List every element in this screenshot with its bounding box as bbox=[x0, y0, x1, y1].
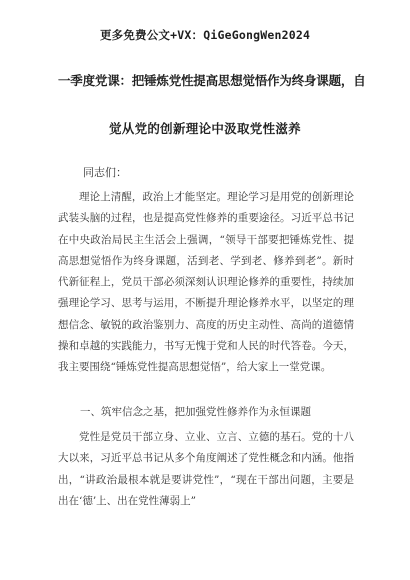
document-title-line-1: 一季度党课：把锤炼党性提高思想觉悟作为终身课题，自 bbox=[58, 73, 366, 88]
document-title-line-2: 觉从党的创新理论中汲取党性滋养 bbox=[108, 121, 301, 136]
section-heading-1: 一、筑牢信念之基，把加强党性修养作为永恒课题 bbox=[80, 406, 311, 418]
paragraph-intro: 理论上清醒，政治上才能坚定。理论学习是用党的创新理论武装头脑的过程，也是提高党性修养的重要途径。习近平总书记在中央政治局民主生活会上强调，“领导干部要把锤炼党性、提高思想觉悟作为终身课题，活到老、学到老、修养到老”。新时代新征程上，党员干部必须深刻认识理论修养的重要性，持续加强理论学习、思考与运用，不断提升理论修养水平，以坚定的理想信念、敏锐的政治鉴别力、高度的历史主动性、高尚的道德情操和卓越的实践能力，书写无愧于党和人民的时代答卷。今天，我主要围绕“锤炼党性提高思想觉悟”，给大家上一堂党课。 bbox=[58, 191, 354, 374]
paragraph-section-1: 党性是党员干部立身、立业、立言、立德的基石。党的十八大以来，习近平总书记从多个角度阐述了党性概念和内涵。他指出，“讲政治最根本就是要讲党性”，“现在干部出问题，主要是出在‘德’上、出在党性薄弱上” bbox=[58, 431, 354, 507]
promo-header: 更多免费公文+VX：QiGeGongWen2024 bbox=[99, 28, 311, 42]
greeting: 同志们： bbox=[83, 166, 127, 179]
